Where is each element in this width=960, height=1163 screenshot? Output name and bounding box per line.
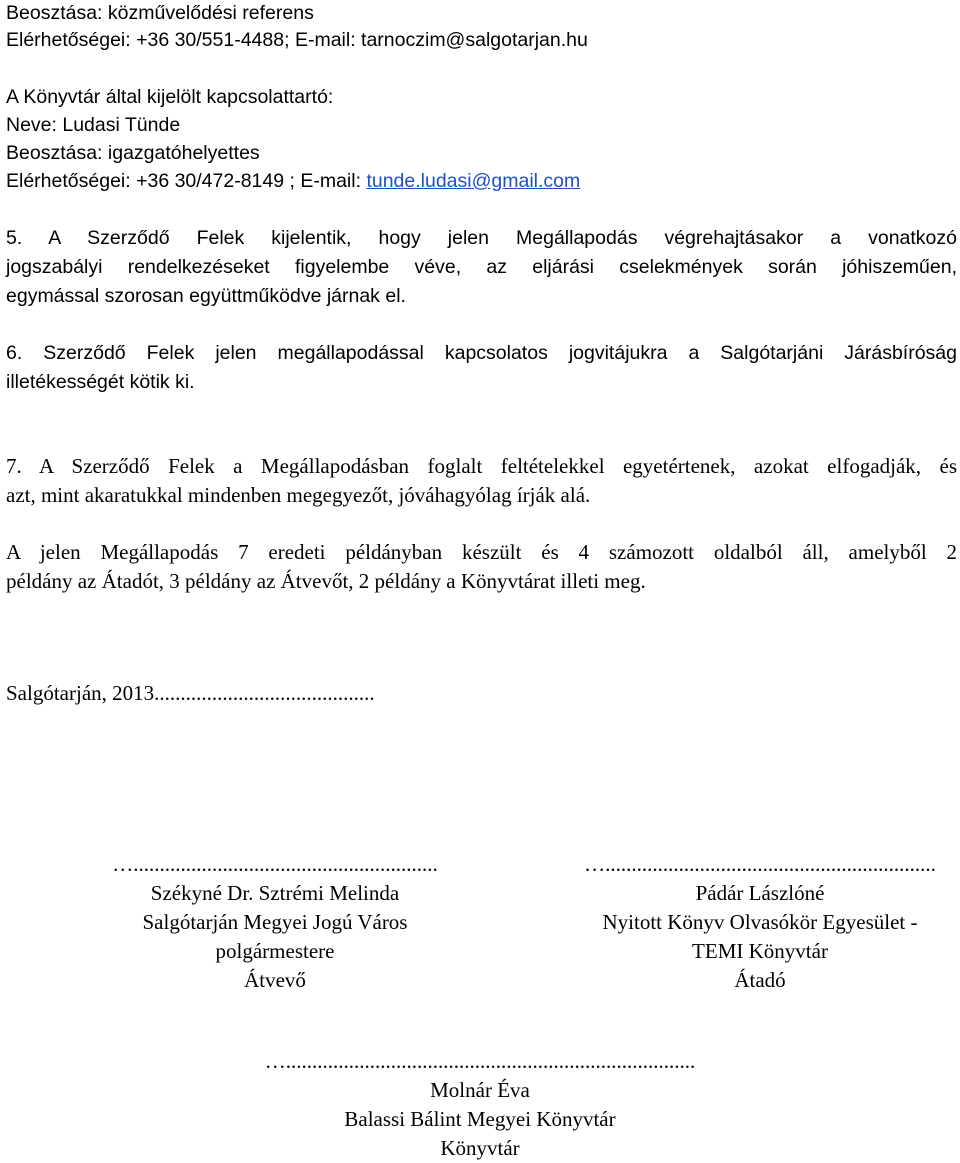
contact2-name: Neve: Ludasi Tünde bbox=[6, 114, 181, 136]
signature-line: …............................................................... bbox=[584, 852, 936, 876]
signatory-organization: Nyitott Könyv Olvasókör Egyesület - bbox=[602, 910, 918, 934]
signatory-role: Átvevő bbox=[244, 968, 306, 992]
signatory-title: polgármestere bbox=[215, 939, 335, 963]
contact1-position: Beosztása: közművelődési referens bbox=[6, 2, 314, 24]
signatory-organization: Balassi Bálint Megyei Könyvtár bbox=[344, 1107, 616, 1131]
signatory-bottom bbox=[230, 1047, 730, 1163]
contact1-separator: ; bbox=[284, 29, 290, 51]
para7-line-1: 7. A Szerződő Felek a Megállapodásban foglalt feltételekkel egyetértenek, azokat elfogadják, és bbox=[6, 454, 957, 478]
para5-line-3: egymással szorosan együttműködve járnak el. bbox=[6, 285, 406, 307]
signatory-role: Könyvtár bbox=[440, 1136, 520, 1160]
contact1-phone: Elérhetőségei: +36 30/551-4488 bbox=[6, 29, 285, 51]
para5-line-2: jogszabályi rendelkezéseket figyelembe véve, az eljárási cselekmények során jóhiszeműen, bbox=[6, 256, 957, 278]
para6-line-1: 6. Szerződő Felek jelen megállapodással kapcsolatos jogvitájukra a Salgótarjáni Járásbíróság bbox=[6, 342, 957, 364]
para6-line-2: illetékességét kötik ki. bbox=[6, 371, 195, 393]
signatory-name: Pádár Lászlóné bbox=[695, 881, 825, 905]
contact2-contact bbox=[6, 168, 580, 194]
signatory-left bbox=[60, 850, 490, 995]
para5-line-1: 5. A Szerződő Felek kijelentik, hogy jelen Megállapodás végrehajtásakor a vonatkozó bbox=[6, 227, 957, 249]
signature-line: ….......................................................... bbox=[112, 852, 438, 876]
signatory-name: Molnár Éva bbox=[430, 1078, 530, 1102]
signatory-role: Átadó bbox=[734, 968, 786, 992]
contact2-position: Beosztása: igazgatóhelyettes bbox=[6, 142, 260, 164]
para8-line-1: A jelen Megállapodás 7 eredeti példányban készült és 4 számozott oldalból áll, amelyből 2 bbox=[6, 540, 957, 564]
signatory-organization: Salgótarján Megyei Jogú Város bbox=[142, 910, 408, 934]
signatory-organization-line-2: TEMI Könyvtár bbox=[692, 939, 828, 963]
email-link[interactable]: tunde.ludasi@gmail.com bbox=[366, 170, 581, 192]
contact1-contact bbox=[6, 27, 588, 53]
signature-line: ….............................................................................. bbox=[264, 1049, 696, 1073]
para7-line-2: azt, mint akaratukkal mindenben megegyezőt, jóváhagyólag írják alá. bbox=[6, 483, 591, 507]
signatory-right bbox=[560, 850, 960, 995]
contact2-heading: A Könyvtár által kijelölt kapcsolattartó: bbox=[6, 86, 334, 108]
signatory-name: Székyné Dr. Sztrémi Melinda bbox=[150, 881, 400, 905]
contact1-email: E-mail: tarnoczim@salgotarjan.hu bbox=[289, 29, 588, 51]
para8-line-2: példány az Átadót, 3 példány az Átvevőt, 2 példány a Könyvtárat illeti meg. bbox=[6, 569, 646, 593]
contact2-phone: Elérhetőségei: +36 30/472-8149 ; E-mail: bbox=[6, 170, 367, 192]
place-date: Salgótarján, 2013.......................................... bbox=[6, 681, 375, 705]
